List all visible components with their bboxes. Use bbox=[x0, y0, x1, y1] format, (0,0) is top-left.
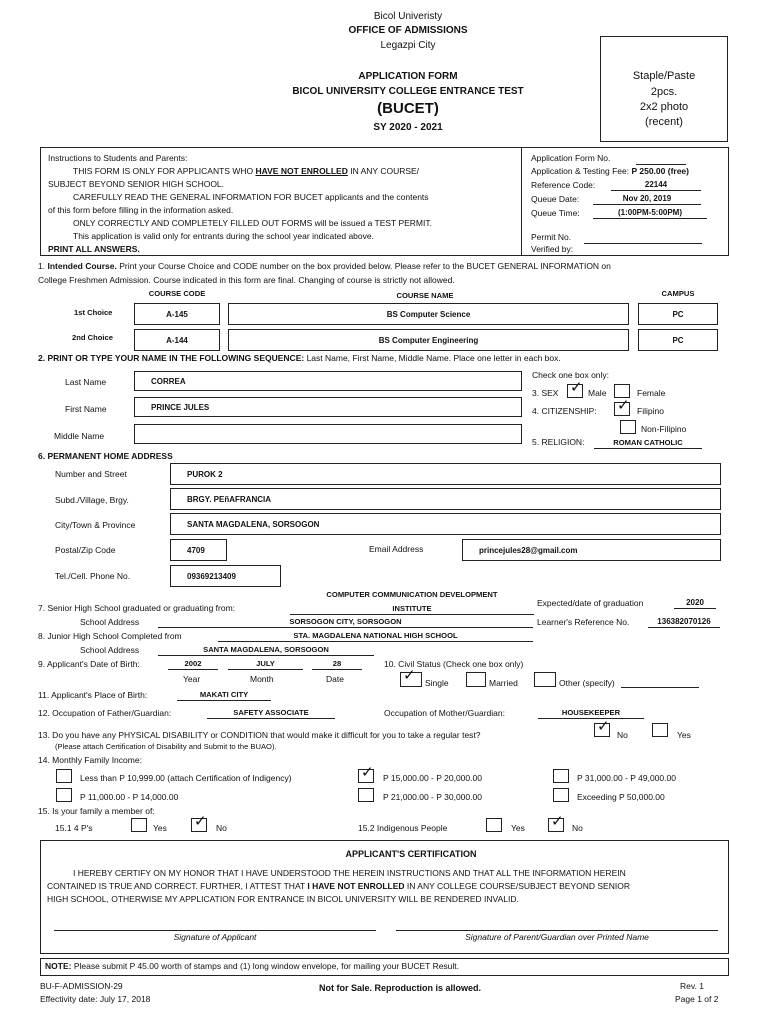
second-choice-label: 2nd Choice bbox=[72, 333, 113, 342]
certification-line-1: I HEREBY CERTIFY ON MY HONOR THAT I HAVE UNDERSTOOD THE HEREIN INSTRUCTIONS AND THAT ALL THE INFORMATION HEREIN bbox=[73, 868, 626, 878]
indigenous-label: 15.2 Indigenous People bbox=[358, 823, 448, 833]
fee-line: Application & Testing Fee: P 250.00 (free) bbox=[531, 166, 689, 176]
filipino-checkbox[interactable] bbox=[614, 402, 630, 416]
app-form-no-line bbox=[636, 164, 686, 165]
mother-occupation-label: Occupation of Mother/Guardian: bbox=[384, 708, 505, 718]
fourps-label: 15.1 4 P's bbox=[55, 823, 93, 833]
disability-yes-label: Yes bbox=[677, 730, 691, 740]
zip-label: Postal/Zip Code bbox=[55, 545, 116, 555]
mother-occupation-value[interactable]: HOUSEKEEPER bbox=[538, 708, 644, 719]
citizenship-label: 4. CITIZENSHIP: bbox=[532, 406, 597, 416]
queue-time-value: (1:00PM-5:00PM) bbox=[593, 208, 707, 219]
religion-label: 5. RELIGION: bbox=[532, 437, 585, 447]
instructions-box bbox=[40, 147, 729, 256]
married-checkbox[interactable] bbox=[466, 672, 486, 687]
sex-label: 3. SEX bbox=[532, 388, 559, 398]
indigenous-yes-label: Yes bbox=[511, 823, 525, 833]
income-opt1-label: Less than P 10,999.00 (attach Certification of Indigency) bbox=[80, 773, 292, 783]
other-specify-line bbox=[621, 687, 699, 688]
app-form-no-label: Application Form No. bbox=[531, 153, 611, 163]
income-opt4-checkbox[interactable] bbox=[56, 788, 72, 802]
last-name-field[interactable]: CORREA bbox=[134, 371, 522, 391]
fourps-yes-label: Yes bbox=[153, 823, 167, 833]
shs-name-line-1: COMPUTER COMMUNICATION DEVELOPMENT bbox=[326, 590, 498, 599]
queue-date-label: Queue Date: bbox=[531, 194, 580, 204]
religion-value[interactable]: ROMAN CATHOLIC bbox=[594, 438, 702, 449]
disability-no-label: No bbox=[617, 730, 628, 740]
father-occupation-value[interactable]: SAFETY ASSOCIATE bbox=[207, 708, 335, 719]
instructions-line-5: ONLY CORRECTLY AND COMPLETELY FILLED OUT FORMS will be issued a TEST PERMIT. bbox=[73, 218, 432, 228]
instructions-heading: Instructions to Students and Parents: bbox=[48, 153, 188, 163]
date-caption: Date bbox=[326, 674, 344, 684]
instructions-line-1: THIS FORM IS ONLY FOR APPLICANTS WHO HAVE NOT ENROLLED IN ANY COURSE/ bbox=[73, 166, 420, 176]
page-number: Page 1 of 2 bbox=[675, 994, 719, 1004]
applicant-signature-label: Signature of Applicant bbox=[173, 932, 257, 942]
certification-title: APPLICANT'S CERTIFICATION bbox=[345, 849, 477, 859]
parent-signature-label: Signature of Parent/Guardian over Printed Name bbox=[465, 932, 649, 942]
middle-name-field[interactable] bbox=[134, 424, 522, 444]
year-caption: Year bbox=[183, 674, 201, 684]
disability-yes-checkbox[interactable] bbox=[652, 723, 668, 737]
father-occupation-label: 12. Occupation of Father/Guardian: bbox=[38, 708, 172, 718]
instructions-line-6: This application is valid only for entrants during the school year indicated above. bbox=[73, 231, 374, 241]
middle-name-label: Middle Name bbox=[54, 431, 105, 441]
other-checkbox[interactable] bbox=[534, 672, 556, 687]
email-field[interactable]: princejules28@gmail.com bbox=[462, 539, 721, 561]
street-field[interactable]: PUROK 2 bbox=[170, 463, 721, 485]
disability-question: 13. Do you have any PHYSICAL DISABILITY or CONDITION that would make it difficult for you to take a regular test? bbox=[38, 730, 481, 740]
second-choice-code[interactable]: A-144 bbox=[134, 329, 220, 351]
income-opt2-checkbox[interactable] bbox=[358, 769, 374, 783]
instructions-line-2: SUBJECT BEYOND SENIOR HIGH SCHOOL. bbox=[48, 179, 225, 189]
section1-line-1: 1. Intended Course. Print your Course Choice and CODE number on the box provided below. Please refer to the BUCET GENERAL INFORMATION on bbox=[38, 261, 611, 271]
address-heading: 6. PERMANENT HOME ADDRESS bbox=[38, 451, 173, 461]
photo-line-2: 2pcs. bbox=[650, 86, 678, 98]
certification-line-2: CONTAINED IS TRUE AND CORRECT. FURTHER, I ATTEST THAT I HAVE NOT ENROLLED IN ANY COLLEGE COURSE/SUBJECT BEYOND SENIOR bbox=[47, 881, 630, 891]
income-opt1-checkbox[interactable] bbox=[56, 769, 72, 783]
jhs-label: 8. Junior High School Completed from bbox=[38, 631, 182, 641]
married-label: Married bbox=[489, 678, 518, 688]
income-opt2-label: P 15,000.00 - P 20,000.00 bbox=[383, 773, 482, 783]
subd-field[interactable]: BRGY. PEñAFRANCIA bbox=[170, 488, 721, 510]
queue-time-label: Queue Time: bbox=[531, 208, 580, 218]
first-choice-campus[interactable]: PC bbox=[638, 303, 718, 325]
verified-line bbox=[586, 255, 702, 256]
office-name: OFFICE OF ADMISSIONS bbox=[348, 25, 468, 36]
income-opt6-checkbox[interactable] bbox=[553, 788, 569, 802]
revision: Rev. 1 bbox=[680, 981, 704, 991]
box-divider bbox=[521, 148, 522, 255]
instructions-line-7: PRINT ALL ANSWERS. bbox=[48, 244, 140, 254]
photo-line-3: 2x2 photo bbox=[639, 101, 689, 113]
income-opt3-label: P 31,000.00 - P 49,000.00 bbox=[577, 773, 676, 783]
jhs-address-value[interactable]: SANTA MAGDALENA, SORSOGON bbox=[158, 645, 374, 656]
queue-date-value: Nov 20, 2019 bbox=[593, 194, 701, 205]
permit-line bbox=[584, 243, 702, 244]
second-choice-course[interactable]: BS Computer Engineering bbox=[228, 329, 629, 351]
jhs-value[interactable]: STA. MAGDALENA NATIONAL HIGH SCHOOL bbox=[218, 631, 533, 642]
income-opt4-label: P 11,000.00 - P 14,000.00 bbox=[80, 792, 179, 802]
test-acronym: (BUCET) bbox=[377, 100, 439, 117]
first-choice-code[interactable]: A-145 bbox=[134, 303, 220, 325]
filipino-label: Filipino bbox=[637, 406, 664, 416]
shs-label: 7. Senior High School graduated or graduating from: bbox=[38, 603, 236, 613]
male-label: Male bbox=[588, 388, 607, 398]
income-opt5-checkbox[interactable] bbox=[358, 788, 374, 802]
shs-address-value[interactable]: SORSOGON CITY, SORSOGON bbox=[158, 617, 533, 628]
applicant-signature-line[interactable] bbox=[54, 930, 376, 931]
last-name-label: Last Name bbox=[65, 377, 107, 387]
birth-month[interactable]: JULY bbox=[228, 659, 303, 670]
phone-field[interactable]: 09369213409 bbox=[170, 565, 281, 587]
month-caption: Month bbox=[250, 674, 274, 684]
reference-value: 22144 bbox=[611, 180, 701, 191]
check-one-note: Check one box only: bbox=[532, 370, 610, 380]
birth-year[interactable]: 2002 bbox=[168, 659, 218, 670]
indigenous-no-checkbox[interactable] bbox=[548, 818, 564, 832]
first-name-field[interactable]: PRINCE JULES bbox=[134, 397, 522, 417]
section1-line-2: College Freshmen Admission. Course indicated in this form are final. Changing of course is strictly not allowed. bbox=[38, 275, 455, 285]
email-label: Email Address bbox=[369, 544, 424, 554]
test-title: BICOL UNIVERSITY COLLEGE ENTRANCE TEST bbox=[292, 86, 524, 97]
non-filipino-checkbox[interactable] bbox=[620, 420, 636, 434]
phone-label: Tel./Cell. Phone No. bbox=[55, 571, 131, 581]
fourps-yes-checkbox[interactable] bbox=[131, 818, 147, 832]
income-opt6-label: Exceeding P 50,000.00 bbox=[577, 792, 665, 802]
course-name-header: COURSE NAME bbox=[396, 291, 454, 300]
street-label: Number and Street bbox=[55, 469, 127, 479]
certification-line-3: HIGH SCHOOL, OTHERWISE MY APPLICATION FOR ENTRANCE IN BICOL UNIVERSITY WILL BE RENDERED INVALID. bbox=[47, 894, 519, 904]
form-code: BU-F-ADMISSION-29 bbox=[40, 981, 123, 991]
income-opt5-label: P 21,000.00 - P 30,000.00 bbox=[383, 792, 482, 802]
parent-signature-line[interactable] bbox=[396, 930, 718, 931]
male-checkbox[interactable] bbox=[567, 384, 583, 398]
birth-label: 9. Applicant's Date of Birth: bbox=[38, 659, 140, 669]
campus-header: CAMPUS bbox=[661, 289, 695, 298]
disability-note: (Please attach Certification of Disability and Submit to the BUAO). bbox=[55, 742, 277, 751]
indigenous-no-label: No bbox=[572, 823, 583, 833]
first-choice-label: 1st Choice bbox=[74, 308, 113, 317]
indigenous-yes-checkbox[interactable] bbox=[486, 818, 502, 832]
form-title: APPLICATION FORM bbox=[358, 71, 458, 82]
effectivity-date: Effectivity date: July 17, 2018 bbox=[40, 994, 151, 1004]
birthplace-value[interactable]: MAKATI CITY bbox=[177, 690, 271, 701]
first-choice-course[interactable]: BS Computer Science bbox=[228, 303, 629, 325]
jhs-address-label: School Address bbox=[80, 645, 140, 655]
fourps-no-label: No bbox=[216, 823, 227, 833]
income-opt3-checkbox[interactable] bbox=[553, 769, 569, 783]
city-field[interactable]: SANTA MAGDALENA, SORSOGON bbox=[170, 513, 721, 535]
birth-date[interactable]: 28 bbox=[312, 659, 362, 670]
shs-name-line-2[interactable]: INSTITUTE bbox=[290, 604, 534, 615]
subd-label: Subd./Village, Brgy. bbox=[55, 495, 129, 505]
second-choice-campus[interactable]: PC bbox=[638, 329, 718, 351]
section2-heading: 2. PRINT OR TYPE YOUR NAME IN THE FOLLOWING SEQUENCE: Last Name, First Name, Middle Name. Place one letter in each box. bbox=[38, 353, 561, 363]
graduation-label: Expected/date of graduation bbox=[537, 598, 644, 608]
civil-status-label: 10. Civil Status (Check one box only) bbox=[384, 659, 524, 669]
member-label: 15. Is your family a member of: bbox=[38, 806, 155, 816]
university-name: Bicol Univeristy bbox=[373, 11, 443, 22]
instructions-line-4: of this form before filling in the information asked. bbox=[48, 205, 234, 215]
city-label: City/Town & Province bbox=[55, 520, 136, 530]
birthplace-label: 11. Applicant's Place of Birth: bbox=[38, 690, 148, 700]
other-label: Other (specify) bbox=[559, 678, 615, 688]
photo-box bbox=[600, 36, 728, 142]
zip-field[interactable]: 4709 bbox=[170, 539, 227, 561]
income-label: 14. Monthly Family Income: bbox=[38, 755, 142, 765]
permit-label: Permit No. bbox=[531, 232, 572, 242]
office-city: Legazpi City bbox=[380, 40, 436, 51]
course-code-header: COURSE CODE bbox=[148, 289, 206, 298]
female-label: Female bbox=[637, 388, 666, 398]
shs-address-label: School Address bbox=[80, 617, 140, 627]
reference-label: Reference Code: bbox=[531, 180, 596, 190]
disability-no-checkbox[interactable] bbox=[594, 723, 610, 737]
non-filipino-label: Non-Filipino bbox=[641, 424, 687, 434]
note-box bbox=[40, 958, 729, 976]
lrn-label: Learner's Reference No. bbox=[537, 617, 630, 627]
photo-line-1: Staple/Paste bbox=[632, 70, 696, 82]
instructions-line-3: CAREFULLY READ THE GENERAL INFORMATION FOR BUCET applicants and the contents bbox=[73, 192, 429, 202]
school-year: SY 2020 - 2021 bbox=[373, 122, 443, 133]
single-label: Single bbox=[425, 678, 449, 688]
note-text: NOTE: Please submit P 45.00 worth of stamps and (1) long window envelope, for mailing your BUCET Result. bbox=[45, 961, 460, 971]
fourps-no-checkbox[interactable] bbox=[191, 818, 207, 832]
first-name-label: First Name bbox=[65, 404, 107, 414]
photo-line-4: (recent) bbox=[645, 116, 683, 128]
certification-box bbox=[40, 840, 729, 954]
lrn-value[interactable]: 136382070126 bbox=[648, 617, 720, 628]
graduation-value[interactable]: 2020 bbox=[674, 598, 716, 609]
reproduction-note: Not for Sale. Reproduction is allowed. bbox=[318, 983, 482, 993]
single-checkbox[interactable] bbox=[400, 672, 422, 687]
verified-label: Verified by: bbox=[531, 244, 574, 254]
